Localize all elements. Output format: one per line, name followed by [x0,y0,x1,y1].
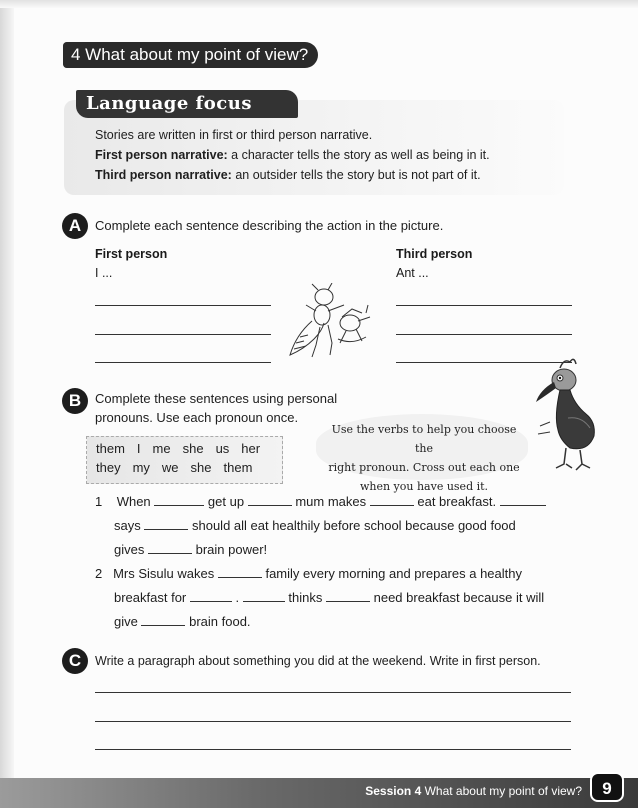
section-a-badge: A [62,213,88,239]
sentence-number: 1 [95,494,103,509]
sentence-text: family every morning and prepares a healthy [265,566,522,581]
pronoun-blank[interactable] [141,614,185,626]
sentence-text: thinks [288,590,323,605]
pronoun-word[interactable]: she [190,460,212,475]
pronoun-blank[interactable] [154,494,204,506]
sentence-1-line3 [114,542,267,557]
pronoun-blank[interactable] [248,494,292,506]
sentence-2-line3 [114,614,251,629]
pronoun-blank[interactable] [190,590,232,602]
first-person-prompt: I ... [95,266,113,280]
sentence-2-line2 [114,590,544,605]
language-focus-line1: Stories are written in first or third person narrative. [95,128,373,142]
sentence-1-line2 [114,518,516,533]
pronoun-word[interactable]: my [132,460,150,475]
language-focus-heading: Language focus [76,90,298,118]
sentence-text: Mrs Sisulu wakes [113,566,215,581]
sentence-1-line1 [95,494,546,509]
hint-line1: Use the verbs to help you choose the [331,423,517,455]
section-c-badge: C [62,648,88,674]
pronoun-blank[interactable] [500,494,546,506]
section-a-instruction: Complete each sentence describing the action in the picture. [95,218,444,233]
third-person-answer-line[interactable] [396,334,572,335]
page-top-shadow [0,0,638,8]
first-person-answer-line[interactable] [95,305,271,306]
sentence-text: get up [207,494,245,509]
third-person-term: Third person narrative: [95,168,232,182]
sentence-text: breakfast for [114,590,187,605]
pronoun-blank[interactable] [243,590,285,602]
sentence-text: says [114,518,141,533]
pronoun-word[interactable]: us [215,441,230,456]
pronoun-word[interactable]: me [152,441,171,456]
pronoun-word[interactable]: her [241,441,261,456]
section-c-instruction: Write a paragraph about something you did at the weekend. Write in first person. [95,654,541,668]
sentence-text: When [116,494,151,509]
pronoun-row-1 [96,441,272,456]
sentence-text: brain power! [195,542,268,557]
sentence-text: eat breakfast. [417,494,497,509]
page-edge-shadow [0,0,14,808]
paragraph-answer-line[interactable] [95,721,571,722]
sentence-number: 2 [95,566,103,581]
third-person-definition: an outsider tells the story but is not part of it. [231,168,481,182]
sentence-text: brain food. [189,614,251,629]
pronoun-blank[interactable] [148,542,192,554]
first-person-heading: First person [95,247,168,261]
sentence-2-line1 [95,566,522,581]
paragraph-answer-line[interactable] [95,692,571,693]
language-focus-text [95,125,490,185]
pronoun-row-2 [96,460,264,475]
footer-session-label: Session 4 [365,784,422,798]
cartoon-bird-illustration [530,356,602,476]
sentence-text: mum makes [295,494,367,509]
third-person-answer-line[interactable] [396,305,572,306]
pronoun-blank[interactable] [326,590,370,602]
sentence-text: need breakfast because it will [373,590,545,605]
section-b-badge: B [62,388,88,414]
footer-session-name: What about my point of view? [421,784,582,798]
pronoun-blank[interactable] [144,518,188,530]
pronoun-word[interactable]: she [182,441,204,456]
page-number: 9 [590,772,624,802]
section-b-instruction-line2: pronouns. Use each pronoun once. [95,410,299,425]
pronoun-word[interactable]: they [96,460,121,475]
sentence-text: give [114,614,138,629]
pronoun-word[interactable]: we [161,460,179,475]
hint-text [324,420,524,496]
sentence-text: gives [114,542,145,557]
hint-line3: when you have used it. [359,480,489,493]
pronoun-blank[interactable] [218,566,262,578]
language-focus-line2 [95,145,490,165]
hint-line2: right pronoun. Cross out each one [328,461,520,474]
paragraph-answer-line[interactable] [95,749,571,750]
page-title: 4 What about my point of view? [63,42,318,68]
section-b-instruction-line1: Complete these sentences using personal [95,391,338,406]
sentence-text: . [235,590,240,605]
first-person-definition: a character tells the story as well as being in it. [227,148,490,162]
footer-session-title [365,780,582,802]
language-focus-line3 [95,165,490,185]
pronoun-blank[interactable] [370,494,414,506]
first-person-answer-line[interactable] [95,334,271,335]
pronoun-word[interactable]: them [96,441,125,456]
ant-carrying-food-illustration [282,283,378,361]
first-person-answer-line[interactable] [95,362,271,363]
pronoun-word[interactable]: them [223,460,253,475]
sentence-text: should all eat healthily before school because good food [191,518,516,533]
third-person-prompt: Ant ... [396,266,429,280]
first-person-term: First person narrative: [95,148,228,162]
third-person-heading: Third person [396,247,473,261]
pronoun-word[interactable]: I [136,441,141,456]
